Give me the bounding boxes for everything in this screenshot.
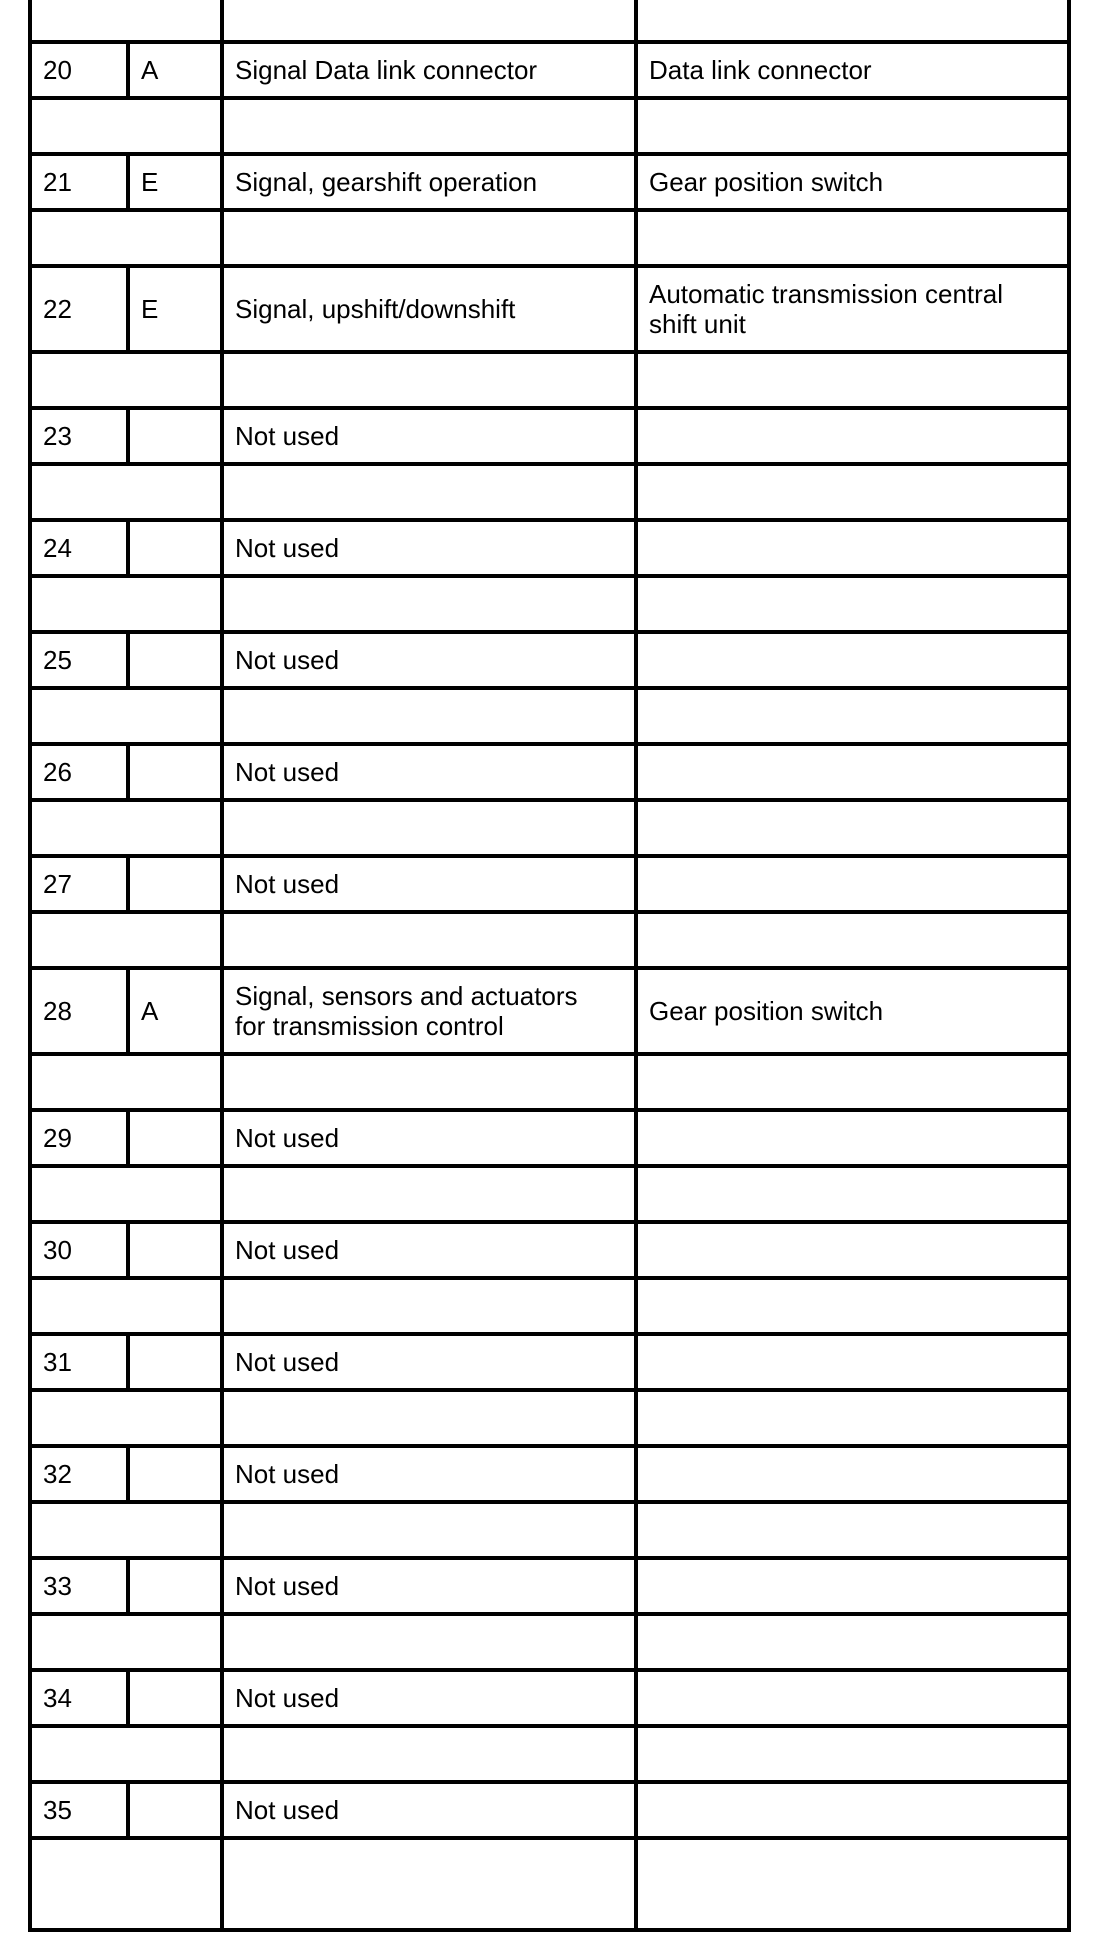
component-cell [634, 1784, 1071, 1836]
component-cell [634, 858, 1071, 910]
spacer-row [32, 914, 1071, 970]
component-cell [634, 1224, 1071, 1276]
spacer-row [32, 1392, 1071, 1448]
spacer-cell [32, 1504, 220, 1556]
spacer-cell [220, 212, 634, 264]
spacer-cell [32, 1280, 220, 1332]
spacer-cell [32, 212, 220, 264]
pin-table [28, 0, 1071, 1932]
spacer-cell [220, 1280, 634, 1332]
pin-row [32, 1672, 1071, 1728]
spacer-cell [32, 354, 220, 406]
spacer-cell [32, 1056, 220, 1108]
spacer-row [32, 1280, 1071, 1336]
spacer-cell [634, 1056, 1071, 1108]
pin-number-cell: 22 [43, 294, 72, 324]
pin-number-cell: 24 [43, 533, 72, 563]
spacer-cell [634, 1728, 1071, 1780]
pin-number-cell: 31 [43, 1347, 72, 1377]
function-cell: Signal Data link connector [220, 44, 634, 96]
spacer-cell [220, 0, 634, 40]
spacer-cell [32, 1168, 220, 1220]
pin-row [32, 44, 1071, 100]
pin-row [32, 410, 1071, 466]
spacer-cell [220, 1728, 634, 1780]
function-cell: Signal, upshift/downshift [220, 268, 634, 350]
spacer-cell [32, 802, 220, 854]
component-cell [634, 410, 1071, 462]
spacer-cell [220, 1616, 634, 1668]
spacer-cell [634, 212, 1071, 264]
signal-type-cell: A [126, 970, 220, 1052]
component-cell [634, 1448, 1071, 1500]
spacer-cell [634, 914, 1071, 966]
function-cell: Not used [220, 1448, 634, 1500]
component-cell [634, 746, 1071, 798]
spacer-cell [220, 354, 634, 406]
pin-number-cell: 29 [43, 1123, 72, 1153]
function-cell: Not used [220, 1784, 634, 1836]
pin-number-cell: 28 [43, 996, 72, 1026]
spacer-row [32, 1840, 1071, 1932]
function-cell: Not used [220, 1336, 634, 1388]
spacer-row [32, 212, 1071, 268]
pin-number-cell: 20 [43, 55, 72, 85]
function-cell: Not used [220, 634, 634, 686]
function-cell: Not used [220, 1112, 634, 1164]
signal-type-cell: A [126, 44, 220, 96]
component-cell: Data link connector [634, 44, 1071, 96]
signal-type-cell [126, 746, 220, 798]
pin-number-cell: 35 [43, 1795, 72, 1825]
spacer-cell [32, 1616, 220, 1668]
pin-number-cell: 25 [43, 645, 72, 675]
spacer-cell [634, 1392, 1071, 1444]
function-cell: Signal, sensors and actuators for transmission control [220, 970, 634, 1052]
spacer-cell [220, 1504, 634, 1556]
signal-type-cell [126, 1784, 220, 1836]
spacer-cell [32, 466, 220, 518]
spacer-cell [634, 100, 1071, 152]
spacer-row [32, 1504, 1071, 1560]
spacer-cell [32, 1392, 220, 1444]
spacer-cell [634, 1616, 1071, 1668]
spacer-row [32, 578, 1071, 634]
spacer-cell [634, 578, 1071, 630]
spacer-row [32, 690, 1071, 746]
spacer-cell [634, 0, 1071, 40]
pin-row [32, 1224, 1071, 1280]
pin-number-cell: 26 [43, 757, 72, 787]
component-cell [634, 1336, 1071, 1388]
component-cell: Automatic transmission central shift unit [634, 268, 1071, 350]
pin-number-cell: 33 [43, 1571, 72, 1601]
signal-type-cell [126, 1112, 220, 1164]
pin-number-cell: 34 [43, 1683, 72, 1713]
spacer-cell [634, 690, 1071, 742]
pin-row [32, 1560, 1071, 1616]
pin-row [32, 1448, 1071, 1504]
signal-type-cell [126, 522, 220, 574]
spacer-row [32, 1056, 1071, 1112]
pin-row [32, 858, 1071, 914]
pin-row [32, 156, 1071, 212]
component-cell [634, 634, 1071, 686]
signal-type-cell [126, 1336, 220, 1388]
component-cell [634, 1672, 1071, 1724]
spacer-cell [220, 802, 634, 854]
spacer-cell [220, 1840, 634, 1932]
spacer-cell [634, 354, 1071, 406]
signal-type-cell: E [126, 156, 220, 208]
function-cell: Not used [220, 1560, 634, 1612]
pin-row [32, 970, 1071, 1056]
spacer-cell [634, 1280, 1071, 1332]
pin-row [32, 634, 1071, 690]
signal-type-cell: E [126, 268, 220, 350]
function-cell: Not used [220, 858, 634, 910]
pin-number-cell: 32 [43, 1459, 72, 1489]
signal-type-cell [126, 634, 220, 686]
pin-row [32, 1112, 1071, 1168]
spacer-cell [32, 690, 220, 742]
pin-number-cell: 21 [43, 167, 72, 197]
function-cell: Not used [220, 1224, 634, 1276]
spacer-cell [32, 914, 220, 966]
spacer-cell [634, 466, 1071, 518]
spacer-cell [634, 1840, 1071, 1932]
component-cell: Gear position switch [634, 156, 1071, 208]
spacer-row [32, 1616, 1071, 1672]
spacer-cell [220, 100, 634, 152]
function-cell: Signal, gearshift operation [220, 156, 634, 208]
pin-row [32, 746, 1071, 802]
signal-type-cell [126, 1224, 220, 1276]
component-cell [634, 522, 1071, 574]
function-cell: Not used [220, 522, 634, 574]
spacer-row [32, 802, 1071, 858]
signal-type-cell [126, 1672, 220, 1724]
pin-row [32, 522, 1071, 578]
component-cell [634, 1560, 1071, 1612]
pin-number-cell: 27 [43, 869, 72, 899]
function-cell: Not used [220, 746, 634, 798]
component-cell: Gear position switch [634, 970, 1071, 1052]
pin-row [32, 1784, 1071, 1840]
spacer-cell [220, 466, 634, 518]
spacer-row [32, 0, 1071, 44]
spacer-row [32, 354, 1071, 410]
spacer-cell [634, 802, 1071, 854]
spacer-row [32, 1168, 1071, 1224]
signal-type-cell [126, 410, 220, 462]
function-cell: Not used [220, 1672, 634, 1724]
spacer-cell [32, 1840, 220, 1932]
pin-row [32, 268, 1071, 354]
signal-type-cell [126, 1448, 220, 1500]
pin-number-cell: 23 [43, 421, 72, 451]
spacer-cell [32, 100, 220, 152]
pin-number-cell: 30 [43, 1235, 72, 1265]
spacer-cell [220, 1392, 634, 1444]
spacer-cell [220, 1168, 634, 1220]
spacer-cell [32, 578, 220, 630]
component-cell [634, 1112, 1071, 1164]
signal-type-cell [126, 1560, 220, 1612]
spacer-cell [634, 1504, 1071, 1556]
signal-type-cell [126, 858, 220, 910]
spacer-row [32, 466, 1071, 522]
spacer-cell [634, 1168, 1071, 1220]
spacer-cell [32, 0, 220, 40]
spacer-cell [32, 1728, 220, 1780]
function-cell: Not used [220, 410, 634, 462]
spacer-cell [220, 578, 634, 630]
spacer-cell [220, 690, 634, 742]
spacer-cell [220, 914, 634, 966]
pin-row [32, 1336, 1071, 1392]
spacer-row [32, 100, 1071, 156]
spacer-cell [220, 1056, 634, 1108]
spacer-row [32, 1728, 1071, 1784]
